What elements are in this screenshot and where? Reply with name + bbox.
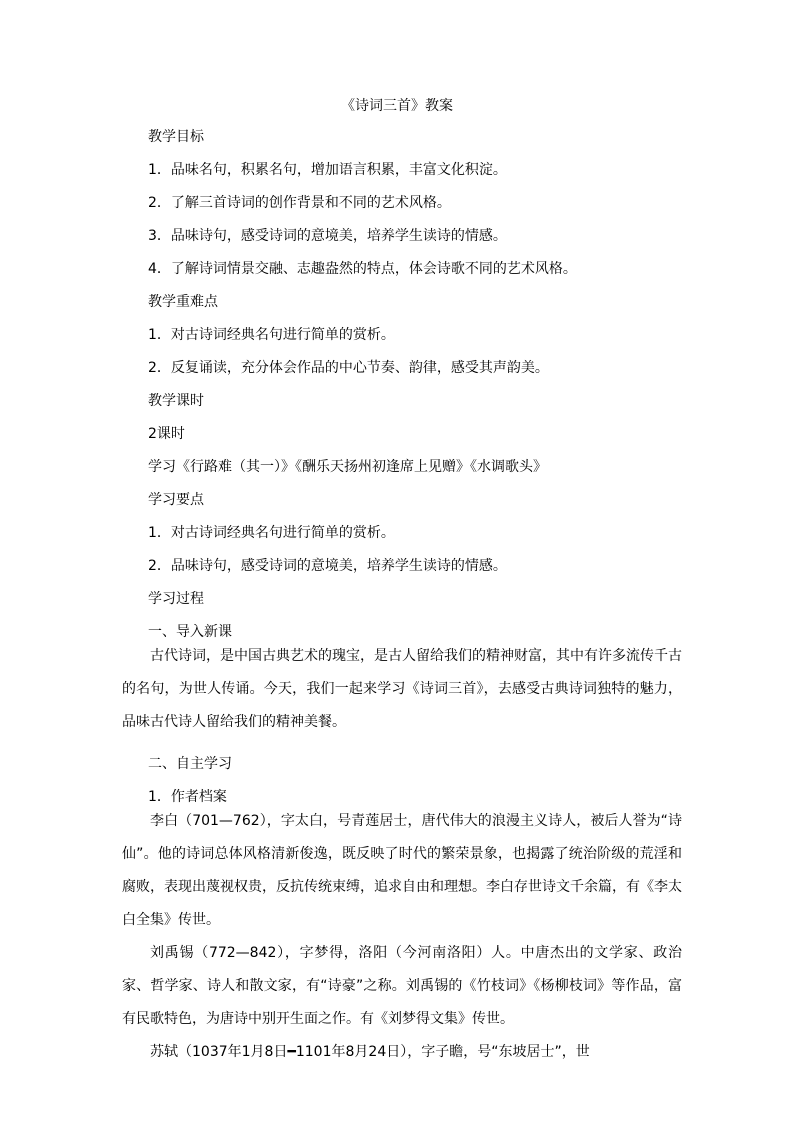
key-point-2: 2．反复诵读，充分体会作品的中心节奏、韵律，感受其声韵美。 <box>148 360 549 376</box>
study-texts: 学习《行路难（其一）》《酬乐天扬州初逢席上见赠》《水调歌头》 <box>148 459 547 475</box>
heading-teaching-goals: 教学目标 <box>148 129 204 145</box>
heading-class-hours: 教学课时 <box>148 393 204 409</box>
heading-key-points: 教学重难点 <box>148 294 218 310</box>
section-2-subheading: 1．作者档案 <box>148 789 227 805</box>
section-1-heading: 一、导入新课 <box>148 624 232 640</box>
goal-item-4: 4．了解诗词情景交融、志趣盎然的特点，体会诗歌不同的艺术风格。 <box>148 261 577 277</box>
intro-paragraph: 古代诗词，是中国古典艺术的瑰宝，是古人留给我们的精神财富，其中有许多流传千古的名句，为世人传诵。今天，我们一起来学习《诗词三首》，去感受古典诗词独特的魅力，品味古代诗人留给我们的精神美餐。 <box>122 648 682 730</box>
author-paragraph-li-bai: 李白（701—762），字太白，号青莲居士，唐代伟大的浪漫主义诗人，被后人誉为“诗仙”。他的诗词总体风格清新俊逸，既反映了时代的繁荣景象，也揭露了统治阶级的荒淫和腐败，表现出蔑视权贵，反抗传统束缚，追求自由和理想。李白存世诗文千余篇，有《李太白全集》传世。 <box>122 813 682 928</box>
goal-item-1: 1．品味名句，积累名句，增加语言积累，丰富文化积淀。 <box>148 162 507 178</box>
class-hours-value: 2课时 <box>148 426 185 442</box>
key-point-1: 1．对古诗词经典名句进行简单的赏析。 <box>148 327 395 343</box>
study-point-1: 1．对古诗词经典名句进行简单的赏析。 <box>148 525 395 541</box>
heading-study-process: 学习过程 <box>148 591 204 607</box>
study-point-2: 2．品味诗句，感受诗词的意境美，培养学生读诗的情感。 <box>148 558 507 574</box>
author-paragraph-liu-yuxi: 刘禹锡（772—842），字梦得，洛阳（今河南洛阳）人。中唐杰出的文学家、政治家、哲学家、诗人和散文家，有“诗豪”之称。刘禹锡的《竹枝词》《杨柳枝词》等作品，富有民歌特色，为唐诗中别开生面之作。有《刘梦得文集》传世。 <box>122 945 682 1027</box>
author-paragraph-su-shi: 苏轼（1037年1月8日━1101年8月24日），字子瞻，号“东坡居士”，世 <box>150 1044 590 1060</box>
goal-item-3: 3．品味诗句，感受诗词的意境美，培养学生读诗的情感。 <box>148 228 507 244</box>
goal-item-2: 2．了解三首诗词的创作背景和不同的艺术风格。 <box>148 195 451 211</box>
section-2-heading: 二、自主学习 <box>148 756 232 772</box>
document-title: 《诗词三首》教案 <box>341 98 453 114</box>
heading-study-points: 学习要点 <box>148 492 204 508</box>
